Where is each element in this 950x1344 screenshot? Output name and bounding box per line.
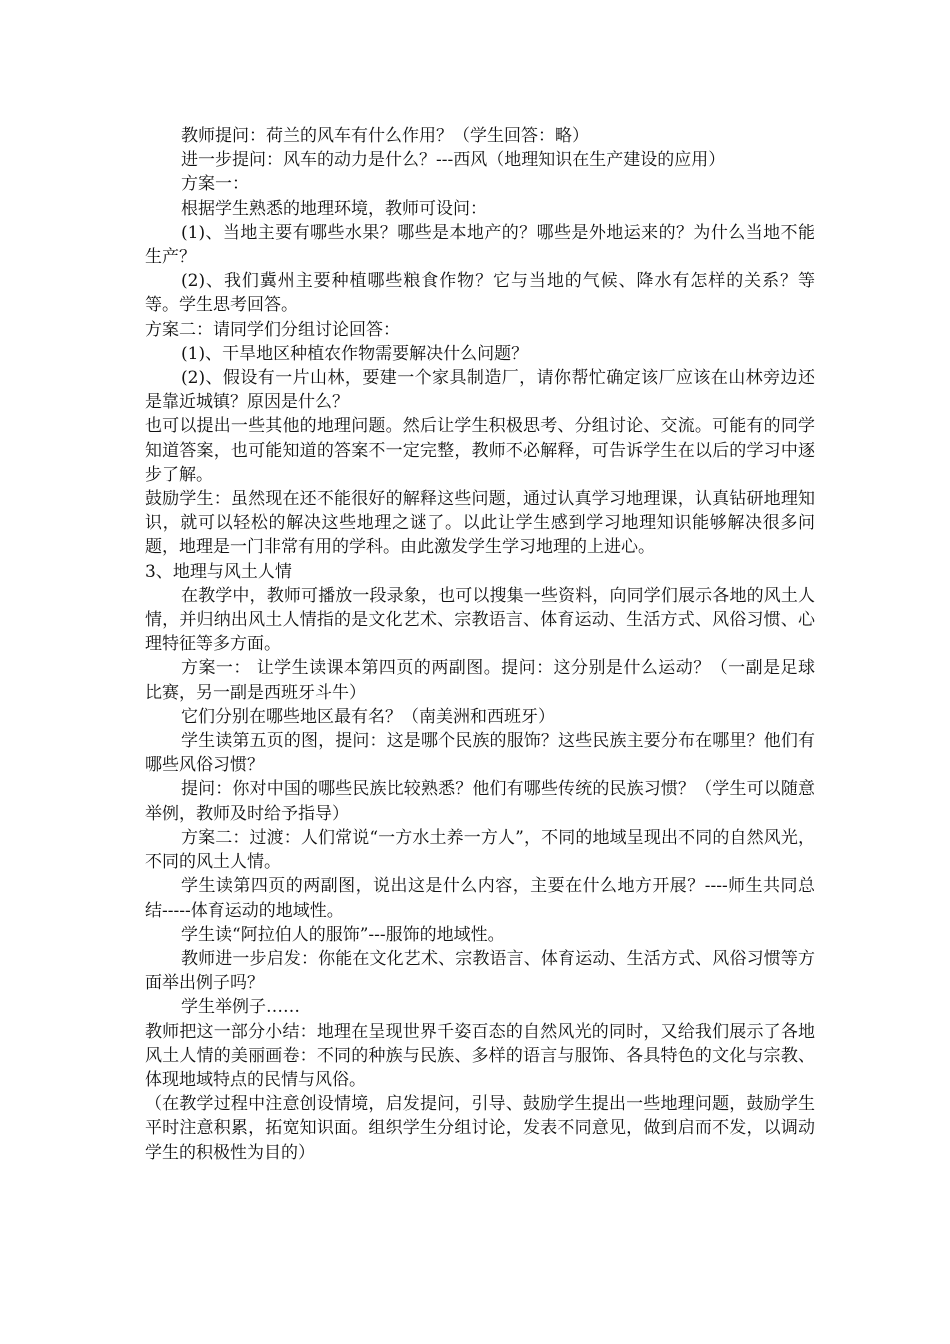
paragraph: 也可以提出一些其他的地理问题。然后让学生积极思考、分组讨论、交流。可能有的同学知道答案，也可能知道的答案不一定完整，教师不必解释，可告诉学生在以后的学习中逐步了解。	[145, 416, 815, 485]
paragraph: 方案二：请同学们分组讨论回答：	[145, 319, 400, 340]
paragraph: 根据学生熟悉的地理环境，教师可设问：	[181, 198, 487, 219]
paragraph: 方案二：过渡：人们常说“一方水土养一方人”，不同的地域呈现出不同的自然风光，不同的风土人情。	[145, 827, 815, 873]
paragraph: 方案一： 让学生读课本第四页的两副图。提问：这分别是什么运动？（一副是足球比赛，另一副是西班牙斗牛）	[145, 658, 815, 703]
paragraph: 学生读第四页的两副图，说出这是什么内容，主要在什么地方开展？----师生共同总结-----体育运动的地域性。	[145, 876, 815, 921]
paragraph: 学生读“阿拉伯人的服饰”---服饰的地域性。	[181, 924, 505, 945]
paragraph: 学生读第五页的图，提问：这是哪个民族的服饰？这些民族主要分布在哪里？他们有哪些风俗习惯？	[145, 731, 815, 776]
paragraph: (2)、假设有一片山林，要建一个家具制造厂，请你帮忙确定该厂应该在山林旁边还是靠近城镇？原因是什么？	[145, 368, 815, 413]
paragraph: 教师提问：荷兰的风车有什么作用？（学生回答：略）	[181, 126, 589, 146]
paragraph: 鼓励学生：虽然现在还不能很好的解释这些问题，通过认真学习地理课，认真钻研地理知识，就可以轻松的解决这些地理之谜了。以此让学生感到学习地理知识能够解决很多问题，地理是一门非常有用的学科。由此激发学生学习地理的上进心。	[145, 489, 815, 558]
paragraph: (1)、干旱地区种植农作物需要解决什么问题？	[181, 343, 529, 364]
paragraph: 在教学中，教师可播放一段录象，也可以搜集一些资料，向同学们展示各地的风土人情，并归纳出风土人情指的是文化艺术、宗教语言、体育运动、生活方式、风俗习惯、心理特征等多方面。	[145, 585, 815, 655]
document-page	[145, 124, 815, 1165]
paragraph: 它们分别在哪些地区最有名？（南美洲和西班牙）	[181, 706, 555, 727]
paragraph: 3、地理与风土人情	[145, 561, 292, 582]
paragraph: 进一步提问：风车的动力是什么？---西风（地理知识在生产建设的应用）	[181, 150, 726, 171]
paragraph: 教师进一步启发：你能在文化艺术、宗教语言、体育运动、生活方式、风俗习惯等方面举出例子吗？	[145, 948, 815, 994]
paragraph: 提问：你对中国的哪些民族比较熟悉？他们有哪些传统的民族习惯？（学生可以随意举例，教师及时给予指导）	[145, 779, 815, 824]
paragraph: (1)、当地主要有哪些水果？哪些是本地产的？哪些是外地运来的？为什么当地不能生产？	[145, 222, 815, 268]
paragraph: 教师把这一部分小结：地理在呈现世界千姿百态的自然风光的同时，又给我们展示了各地风土人情的美丽画卷：不同的种族与民族、多样的语言与服饰、各具特色的文化与宗教、体现地域特点的民情与风俗。	[145, 1021, 815, 1090]
paragraph: 学生举例子……	[181, 997, 300, 1018]
paragraph: (2)、我们冀州主要种植哪些粮食作物？它与当地的气候、降水有怎样的关系？等等。学生思考回答。	[145, 271, 815, 316]
paragraph: 方案一：	[181, 174, 249, 195]
paragraph: （在教学过程中注意创设情境，启发提问，引导、鼓励学生提出一些地理问题，鼓励学生平时注意积累，拓宽知识面。组织学生分组讨论，发表不同意见，做到启而不发，以调动学生的积极性为目的）	[145, 1094, 815, 1163]
